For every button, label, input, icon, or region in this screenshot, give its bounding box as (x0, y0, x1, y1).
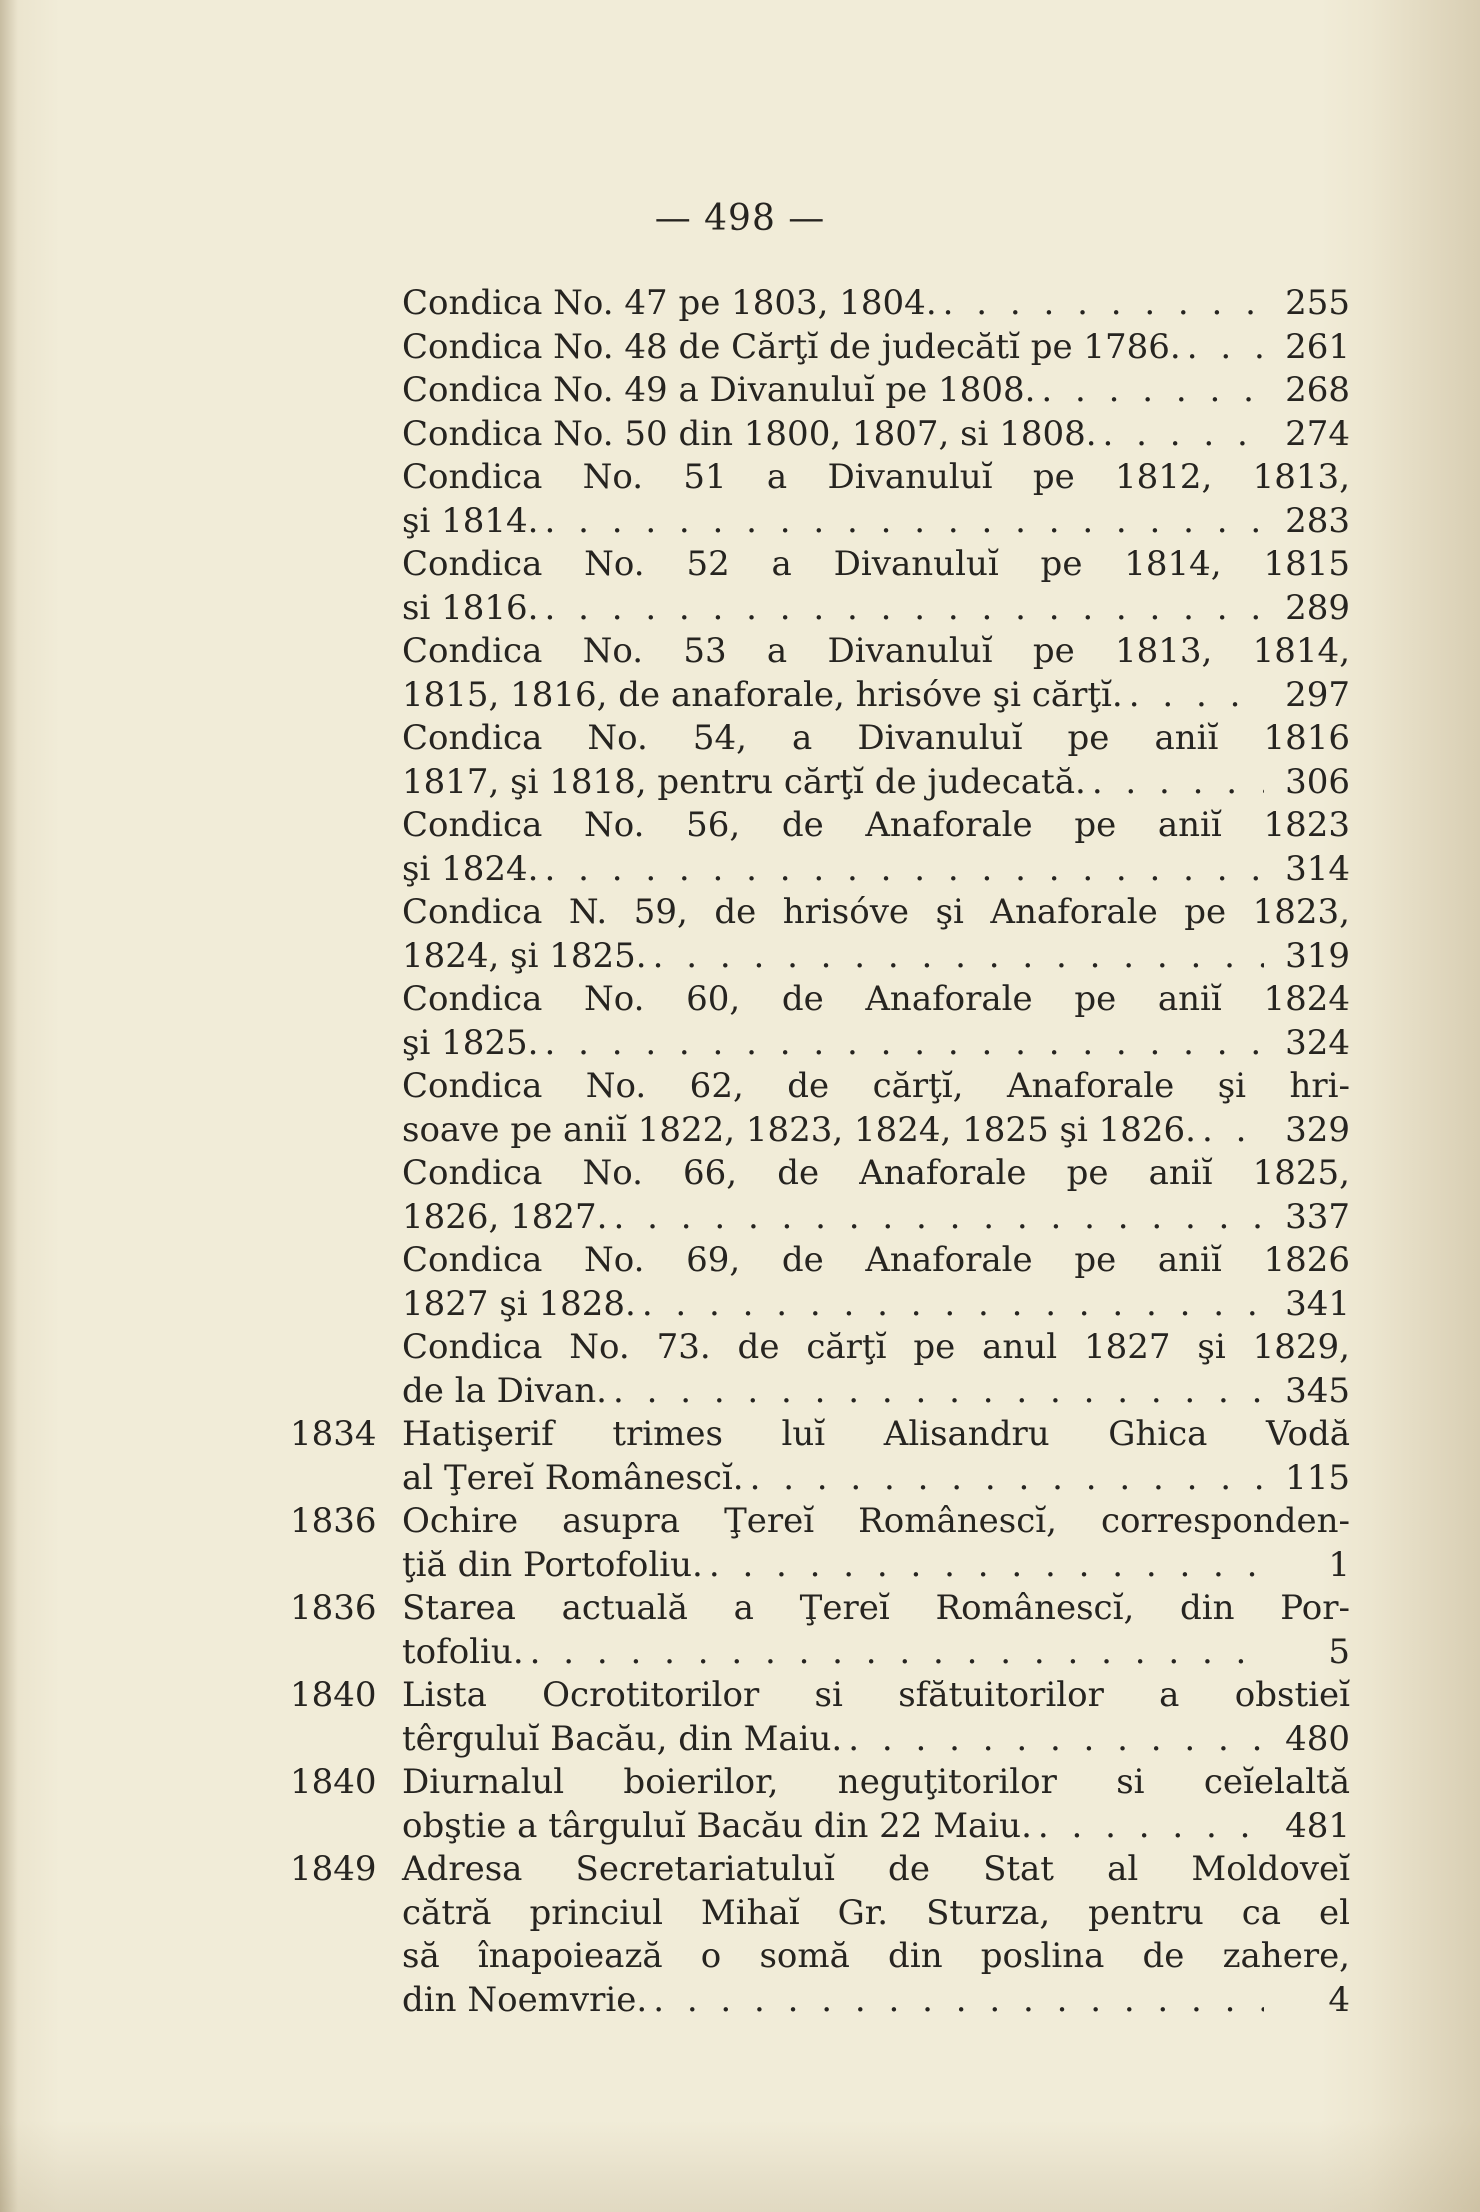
index-entry (290, 804, 1350, 891)
entry-text: Condica No. 50 din 1800, 1807, si 1808. (402, 413, 1097, 454)
entry-body (402, 1152, 1350, 1239)
entry-page-number: 297 (1285, 674, 1350, 715)
index-entry (290, 456, 1350, 543)
index-entry (290, 369, 1350, 413)
entry-year: 1849 (290, 1849, 377, 1889)
entry-line: Condica No. 51 a Divanuluĭ pe 1812, 1813, (402, 457, 1350, 497)
entry-text: ţiă din Portofoliu. (402, 1544, 703, 1585)
entry-last-line (402, 413, 1350, 457)
leader-dots (636, 1283, 1264, 1327)
entry-body (402, 456, 1350, 543)
index-entry (290, 1239, 1350, 1326)
entry-last-line (402, 761, 1350, 805)
entry-body (402, 1500, 1350, 1587)
entry-text: Condica No. 48 de Cărţĭ de judecătĭ pe 1786. (402, 326, 1181, 367)
index-entry (290, 891, 1350, 978)
index-entry (290, 1587, 1350, 1674)
entry-body (402, 717, 1350, 804)
entry-line: Ochire asupra Ţereĭ Românescĭ, corresponden- (402, 1501, 1350, 1541)
entry-body (402, 369, 1350, 413)
entry-page-number: 324 (1285, 1022, 1350, 1063)
entry-text: 1824, şi 1825. (402, 935, 647, 976)
entry-page-number: 480 (1285, 1718, 1350, 1759)
entry-page-number: 319 (1285, 935, 1350, 976)
index-entry (290, 1500, 1350, 1587)
entry-line: Condica No. 69, de Anaforale pe aniĭ 1826 (402, 1240, 1350, 1280)
entry-line: Condica No. 52 a Divanuluĭ pe 1814, 1815 (402, 544, 1350, 584)
entry-text: 1826, 1827. (402, 1196, 608, 1237)
index-entry (290, 1674, 1350, 1761)
index-entry (290, 543, 1350, 630)
index-entry (290, 717, 1350, 804)
entry-text: al Ţereĭ Românescĭ. (402, 1457, 744, 1498)
index-entry (290, 1065, 1350, 1152)
entry-body (402, 1761, 1350, 1848)
entry-line: să înapoiează o somă din poslina de zahere, (402, 1936, 1350, 1976)
entry-page-number: 4 (1328, 1979, 1350, 2020)
entry-line: Diurnalul boierilor, neguţitorilor si ceĭelaltă (402, 1762, 1350, 1802)
index-entry (290, 630, 1350, 717)
entry-page-number: 314 (1285, 848, 1350, 889)
entry-body (402, 282, 1350, 326)
entry-last-line (402, 1370, 1350, 1414)
leader-dots (1123, 674, 1264, 718)
entry-year: 1836 (290, 1588, 377, 1628)
entry-text: şi 1825. (402, 1022, 539, 1063)
entry-last-line (402, 935, 1350, 979)
entry-last-line (402, 587, 1350, 631)
entry-last-line (402, 1022, 1350, 1066)
entry-body (402, 630, 1350, 717)
entry-last-line (402, 1544, 1350, 1588)
page-number: — 498 — (654, 198, 826, 239)
entry-page-number: 261 (1285, 326, 1350, 367)
entry-page-number: 5 (1328, 1631, 1350, 1672)
entry-body (402, 1239, 1350, 1326)
leader-dots (937, 282, 1264, 326)
entry-year: 1840 (290, 1675, 377, 1715)
entry-body (402, 413, 1350, 457)
leader-dots (703, 1544, 1264, 1588)
entry-line: Condica No. 73. de cărţĭ pe anul 1827 şi 1829, (402, 1327, 1350, 1367)
entry-text: şi 1824. (402, 848, 539, 889)
entry-text: si 1816. (402, 587, 539, 628)
entry-last-line (402, 1805, 1350, 1849)
index-entry (290, 1152, 1350, 1239)
entry-body (402, 1065, 1350, 1152)
entry-last-line (402, 369, 1350, 413)
entry-page-number: 341 (1285, 1283, 1350, 1324)
entry-body (402, 1587, 1350, 1674)
entry-line: Condica No. 66, de Anaforale pe aniĭ 1825, (402, 1153, 1350, 1193)
entry-text: din Noemvrie. (402, 1979, 648, 2020)
entry-last-line (402, 1109, 1350, 1153)
leader-dots (538, 500, 1264, 544)
entry-text: obştie a târguluĭ Bacău din 22 Maiu. (402, 1805, 1032, 1846)
entry-page-number: 274 (1285, 413, 1350, 454)
leader-dots (1086, 761, 1264, 805)
entry-text: Condica No. 49 a Divanuluĭ pe 1808. (402, 370, 1036, 410)
entry-last-line (402, 282, 1350, 326)
entry-page-number: 306 (1285, 761, 1350, 802)
leader-dots (842, 1718, 1264, 1762)
leader-dots (1196, 1109, 1264, 1153)
leader-dots (607, 1370, 1264, 1414)
index-entry (290, 1326, 1350, 1413)
entry-page-number: 337 (1285, 1196, 1350, 1237)
entry-page-number: 481 (1285, 1805, 1350, 1846)
entry-body (402, 804, 1350, 891)
index-entry (290, 978, 1350, 1065)
entry-line: Condica No. 53 a Divanuluĭ pe 1813, 1814, (402, 631, 1350, 671)
leader-dots (744, 1457, 1264, 1501)
leader-dots (524, 1631, 1264, 1675)
entry-line: cătră princiul Mihaĭ Gr. Sturza, pentru ca el (402, 1892, 1350, 1933)
entry-last-line (402, 1631, 1350, 1675)
entry-year: 1836 (290, 1501, 377, 1541)
entry-last-line (402, 500, 1350, 544)
entry-page-number: 283 (1285, 500, 1350, 541)
entry-body (402, 978, 1350, 1065)
entry-line: Condica No. 54, a Divanuluĭ pe aniĭ 1816 (402, 718, 1350, 758)
entry-page-number: 1 (1328, 1544, 1350, 1585)
entry-body (402, 543, 1350, 630)
entry-year: 1834 (290, 1414, 377, 1454)
leader-dots (647, 935, 1264, 979)
entry-page-number: 289 (1285, 587, 1350, 628)
entry-page-number: 268 (1285, 370, 1350, 410)
entry-last-line (402, 1196, 1350, 1240)
entry-last-line (402, 1283, 1350, 1327)
entry-text: 1827 şi 1828. (402, 1283, 636, 1324)
entry-last-line (402, 1979, 1350, 2023)
entry-text: 1815, 1816, de anaforale, hrisóve şi cărţĭ. (402, 674, 1123, 715)
leader-dots (1181, 326, 1264, 370)
leader-dots (1097, 413, 1264, 457)
entry-body (402, 326, 1350, 370)
entry-body (402, 1674, 1350, 1761)
entry-last-line (402, 674, 1350, 718)
entry-line: Condica No. 60, de Anaforale pe aniĭ 1824 (402, 979, 1350, 1019)
index-list (290, 282, 1350, 2022)
entry-text: Condica No. 47 pe 1803, 1804. (402, 283, 937, 323)
entry-page-number: 255 (1285, 283, 1350, 323)
index-entry (290, 413, 1350, 457)
leader-dots (1032, 1805, 1264, 1849)
entry-text: soave pe aniĭ 1822, 1823, 1824, 1825 şi 1826. (402, 1109, 1196, 1150)
leader-dots (1035, 369, 1264, 413)
entry-line: Hatişerif trimes luĭ Alisandru Ghica Vodă (402, 1414, 1350, 1454)
entry-body (402, 1413, 1350, 1500)
entry-line: Lista Ocrotitorilor si sfătuitorilor a obstieĭ (402, 1675, 1350, 1715)
leader-dots (647, 1979, 1264, 2023)
index-entry (290, 1413, 1350, 1500)
entry-page-number: 345 (1285, 1370, 1350, 1411)
entry-body (402, 1326, 1350, 1413)
entry-text: tofoliu. (402, 1631, 524, 1672)
entry-page-number: 115 (1285, 1457, 1350, 1498)
entry-last-line (402, 1718, 1350, 1762)
entry-text: de la Divan. (402, 1370, 607, 1411)
leader-dots (607, 1196, 1264, 1240)
entry-line: Condica No. 62, de cărţĭ, Anaforale şi hri- (402, 1066, 1350, 1106)
entry-page-number: 329 (1285, 1109, 1350, 1150)
entry-year: 1840 (290, 1762, 377, 1802)
entry-line: Starea actuală a Ţereĭ Românescĭ, din Por- (402, 1588, 1350, 1628)
entry-line: Adresa Secretariatuluĭ de Stat al Moldoveĭ (402, 1849, 1350, 1889)
index-entry (290, 282, 1350, 326)
leader-dots (538, 1022, 1264, 1066)
index-entry (290, 326, 1350, 370)
entry-text: şi 1814. (402, 500, 539, 541)
entry-last-line (402, 1457, 1350, 1501)
leader-dots (538, 848, 1264, 892)
entry-text: 1817, şi 1818, pentru cărţĭ de judecată. (402, 761, 1086, 802)
entry-text: têrguluĭ Bacău, din Maiu. (402, 1718, 843, 1759)
entry-last-line (402, 848, 1350, 892)
entry-last-line (402, 326, 1350, 370)
entry-line: Condica N. 59, de hrisóve şi Anaforale pe 1823, (402, 892, 1350, 932)
index-entry (290, 1848, 1350, 2022)
entry-body (402, 891, 1350, 978)
index-entry (290, 1761, 1350, 1848)
entry-line: Condica No. 56, de Anaforale pe aniĭ 1823 (402, 805, 1350, 845)
leader-dots (538, 587, 1264, 631)
entry-body (402, 1848, 1350, 2022)
